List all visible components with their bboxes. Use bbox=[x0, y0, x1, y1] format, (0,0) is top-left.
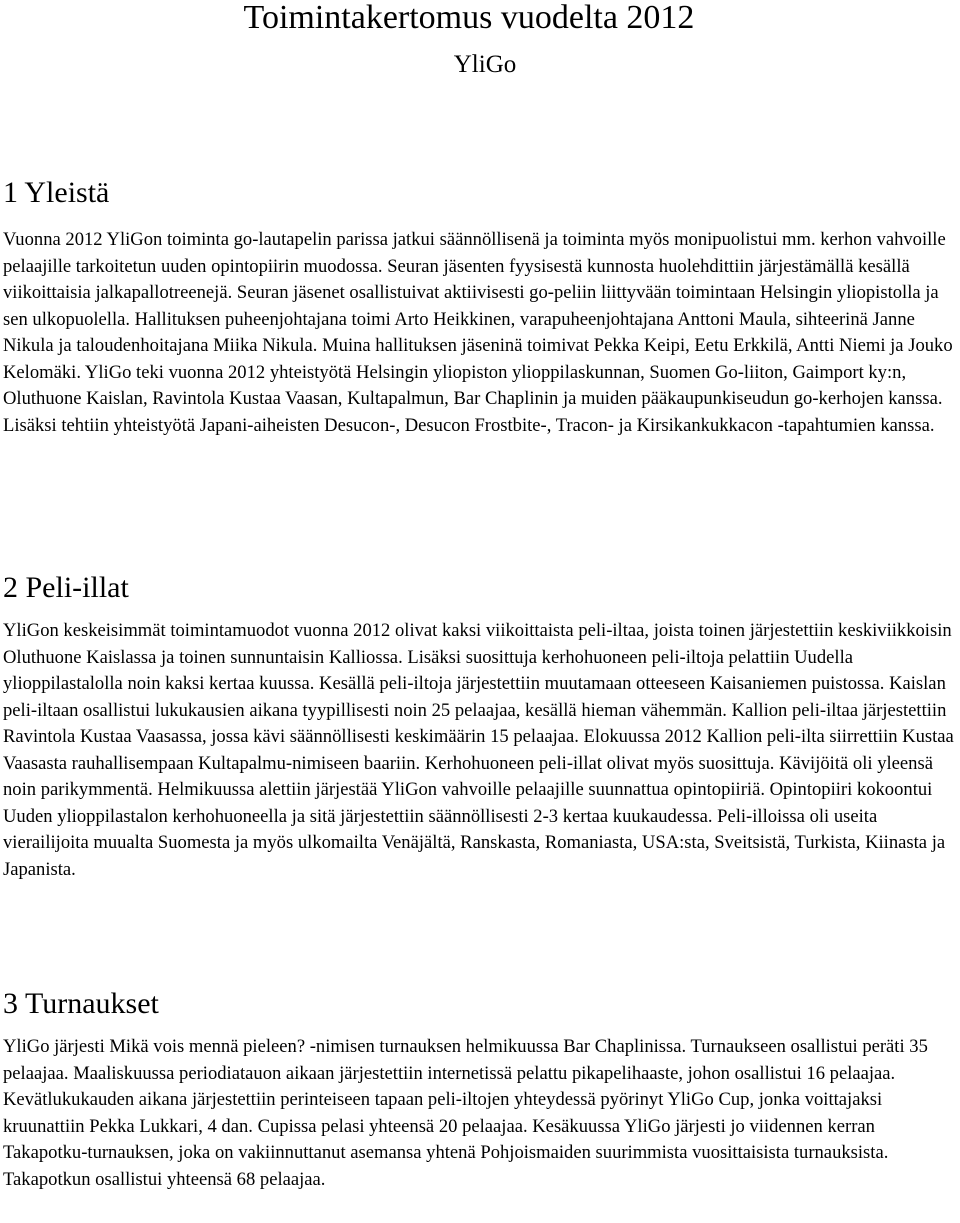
section-heading-peli-illat: 2 Peli-illat bbox=[3, 571, 129, 604]
section-paragraph-yleista: Vuonna 2012 YliGon toiminta go-lautapelin parissa jatkui säännöllisenä ja toiminta myös monipuolistui mm. kerhon vahvoille pelaajille tarkoitetun uuden opintopiirin muodossa. Seuran jäsenten fyysisestä kunnosta huolehdittiin järjestämällä kesällä viikoittaisia jalkapallotreenejä. Seuran jäsenet osallistuivat aktiivisesti go-peliin liittyvään toimintaan Helsingin yliopistolla ja sen ulkopuolella. Hallituksen puheenjohtajana toimi Arto Heikkinen, varapuheenjohtajana Anttoni Maula, sihteerinä Janne Nikula ja taloudenhoitajana Miika Nikula. Muina hallituksen jäseninä toimivat Pekka Keipi, Eetu Erkkilä, Antti Niemi ja Jouko Kelomäki. YliGo teki vuonna 2012 yhteistyötä Helsingin yliopiston ylioppilaskunnan, Suomen Go-liiton, Gaimport ky:n, Oluthuone Kaislan, Ravintola Kustaa Vaasan, Kultapalmun, Bar Chaplinin ja muiden pääkaupunkiseudun go-kerhojen kanssa. Lisäksi tehtiin yhteistyötä Japani-aiheisten Desucon-, Desucon Frostbite-, Tracon- ja Kirsikankukkacon -tapahtumien kanssa. bbox=[3, 229, 953, 436]
section-paragraph-turnaukset: YliGo järjesti Mikä vois mennä pieleen? -nimisen turnauksen helmikuussa Bar Chaplinissa. Turnaukseen osallistui peräti 35 pelaajaa. Maaliskuussa periodiatauon aikaan järjestettiin internetissä pelattu pikapelihaaste, johon osallistui 16 pelaajaa. Kevätlukukauden aikana järjestettiin perinteiseen tapaan peli-iltojen yhteydessä pyörinyt YliGo Cup, jonka voittajaksi kruunattiin Pekka Lukkari, 4 dan. Cupissa pelasi yhteensä 20 pelaajaa. Kesäkuussa YliGo järjesti jo viidennen kerran Takapotku-turnauksen, joka on vakiinnuttanut asemansa yhtenä Pohjoismaiden suurimmista vuosittaisista turnauksista. Takapotkun osallistui yhteensä 68 pelaajaa. bbox=[3, 1036, 928, 1190]
document-subtitle: YliGo bbox=[453, 51, 517, 78]
section-paragraph-peli-illat: YliGon keskeisimmät toimintamuodot vuonna 2012 olivat kaksi viikoittaista peli-iltaa, joista toinen järjestettiin keskiviikkoisin Oluthuone Kaislassa ja toinen sunnuntaisin Kalliossa. Lisäksi suosittuja kerhohuoneen peli-iltoja pelattiin Uudella ylioppilastalolla noin kaksi kertaa kuussa. Kesällä peli-iltoja järjestettiin muutamaan otteeseen Kaisaniemen puistossa. Kaislan peli-iltaan osallistui lukukausien aikana tyypillisesti noin 25 pelaajaa, kesällä hieman vähemmän. Kallion peli-iltaa järjestettiin Ravintola Kustaa Vaasassa, jossa kävi säännöllisesti keskimäärin 15 pelaajaa. Elokuussa 2012 Kallion peli-ilta siirrettiin Kustaa Vaasasta rauhallisempaan Kultapalmu-nimiseen baariin. Kerhohuoneen peli-illat olivat myös suosittuja. Kävijöitä oli yleensä noin parikymmentä. Helmikuussa alettiin järjestää YliGon vahvoille pelaajille suunnattua opintopiiriä. Opintopiiri kokoontui Uuden ylioppilastalon kerhohuoneella ja sitä järjestettiin säännöllisesti 2-3 kertaa kuukaudessa. Peli-illoissa oli useita vierailijoita muualta Suomesta ja myös ulkomailta Venäjältä, Ranskasta, Romaniasta, USA:sta, Sveitsistä, Turkista, Kiinasta ja Japanista. bbox=[3, 620, 954, 880]
document-title: Toimintakertomus vuodelta 2012 bbox=[243, 0, 695, 36]
section-heading-yleista: 1 Yleistä bbox=[3, 176, 110, 209]
section-heading-turnaukset: 3 Turnaukset bbox=[3, 987, 159, 1020]
